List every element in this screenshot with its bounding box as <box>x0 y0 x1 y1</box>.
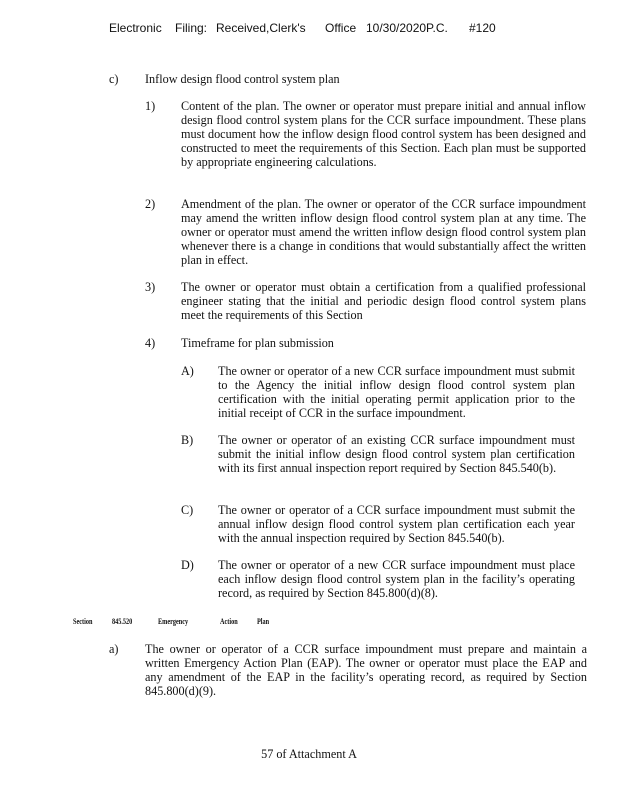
item-1-label: 1) <box>145 99 156 113</box>
section-word-plan: Plan <box>257 617 270 626</box>
header-number: #120 <box>469 21 496 35</box>
item-3-label: 3) <box>145 280 156 294</box>
subitem-a-text: The owner or operator of a new CCR surface impoundment must submit to the Agency the initial inflow design flood control system plan certification with the initial operating permit application prior to the initial receipt of CCR in the surface impoundment. <box>218 364 575 420</box>
subitem-c-text: The owner or operator of a CCR surface impoundment must submit the annual inflow design flood control system plan certification each year with the annual inspection required by Section 845.540(b). <box>218 503 575 545</box>
header-filing: Filing: <box>175 21 208 35</box>
subitem-a-label: A) <box>181 364 194 378</box>
item-3-text: The owner or operator must obtain a certification from a qualified professional engineer stating that the initial and periodic design flood control system plans meet the requirements of this Section <box>181 280 586 322</box>
item-2-label: 2) <box>145 197 156 211</box>
section-number: 845.520 <box>112 617 133 626</box>
subitem-d-label: D) <box>181 558 194 572</box>
subitem-b-text: The owner or operator of an existing CCR surface impoundment must submit the initial inflow design flood control system plan certification with its first annual inspection report required by Section 845.540(b). <box>218 433 575 475</box>
item-1-text: Content of the plan. The owner or operator must prepare initial and annual inflow design flood control system plans for the CCR surface impoundment. These plans must document how the inflow design flood control system has been designed and constructed to meet the requirements of this Section. Each plan must be supported by appropriate engineering calculations. <box>181 99 586 169</box>
header-office: Office <box>325 21 357 35</box>
header-received: Received,Clerk's <box>216 21 306 35</box>
section-c-title: Inflow design flood control system plan <box>145 72 340 86</box>
section-word: Section <box>73 617 93 626</box>
item-2-text: Amendment of the plan. The owner or operator of the CCR surface impoundment may amend the written inflow design flood control system plan at any time. The owner or operator must amend the written inflow design flood control system plan whenever there is a change in conditions that would substantially affect the written plan in effect. <box>181 197 586 267</box>
subitem-c-label: C) <box>181 503 194 517</box>
section-word-action: Action <box>220 617 238 626</box>
subitem-d-text: The owner or operator of a new CCR surface impoundment must place each inflow design flood control system plan in the facility’s operating record, as required by Section 845.800(d)(8). <box>218 558 575 600</box>
subitem-b-label: B) <box>181 433 194 447</box>
section-a-text: The owner or operator of a CCR surface impoundment must prepare and maintain a written Emergency Action Plan (EAP). The owner or operator must place the EAP and any amendment of the EAP in the facility’s operating record, as required by Section 845.800(d)(9). <box>145 642 587 698</box>
item-4-text: Timeframe for plan submission <box>181 336 334 350</box>
item-4-label: 4) <box>145 336 156 350</box>
page-footer: 57 of Attachment A <box>261 747 357 761</box>
header-electronic: Electronic <box>109 21 162 35</box>
section-word-emergency: Emergency <box>158 617 189 626</box>
section-a-label: a) <box>109 642 119 656</box>
header-date: 10/30/2020P.C. <box>366 21 448 35</box>
section-c-label: c) <box>109 72 119 86</box>
